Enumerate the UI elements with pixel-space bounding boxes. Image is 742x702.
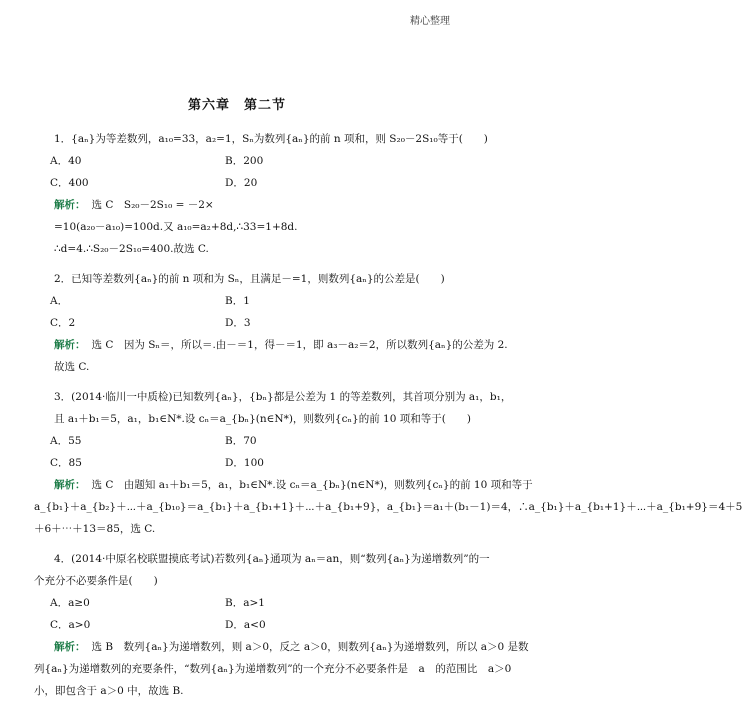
option-a: A．40	[50, 155, 82, 167]
options-row	[34, 452, 444, 474]
analysis-text: 选 C S₂₀－2S₁₀ = －2×	[91, 199, 214, 211]
option-d: D．3	[225, 317, 251, 329]
analysis-text: 小，即包含于 a＞0 中，故选 B.	[34, 685, 184, 697]
options-row	[34, 290, 444, 312]
question-stem: 且 a₁＋b₁＝5，a₁，b₁∈N*.设 cₙ＝a_{bₙ}(n∈N*)，则数列{cₙ}的前 10 项和等于( )	[54, 413, 471, 425]
analysis-text: 故选 C.	[54, 361, 90, 373]
option-c: C．2	[50, 317, 76, 329]
document-body	[34, 120, 742, 702]
option-b: B．1	[225, 295, 250, 307]
question-1	[34, 128, 488, 260]
analysis-text: 选 B 数列{aₙ}为递增数列，则 a＞0，反之 a＞0，则数列{aₙ}为递增数列，所以 a＞0 是数	[91, 641, 529, 653]
options-row	[34, 312, 444, 334]
analysis-label: 解析：	[54, 479, 86, 491]
options-row	[34, 614, 444, 636]
analysis-text: ∴d=4.∴S₂₀－2S₁₀=400.故选 C.	[54, 243, 209, 255]
analysis-text: a_{b₁}＋a_{b₂}＋⋯＋a_{b₁₀}＝a_{b₁}＋a_{b₁+1}＋⋯＋a_{b₁+9}，a_{b₁}＝a₁＋(b₁－1)＝4，∴a_{b₁}＋a_{b₁+1}＋⋯＋a_{b₁+9}＝4＋5	[34, 501, 742, 513]
analysis-text: 选 C 由题知 a₁＋b₁＝5，a₁，b₁∈N*.设 cₙ＝a_{bₙ}(n∈N*)，则数列{cₙ}的前 10 项和等于	[91, 479, 533, 491]
analysis-text: 列{aₙ}为递增数列的充要条件，“数列{aₙ}为递增数列”的一个充分不必要条件是 a 的范围比 a＞0	[34, 663, 512, 675]
analysis-text: ＋6＋⋯＋13＝85，选 C.	[34, 523, 156, 535]
question-stem: 2．已知等差数列{aₙ}的前 n 项和为 Sₙ，且满足－=1，则数列{aₙ}的公差是( )	[54, 273, 445, 285]
option-a: A．55	[50, 435, 82, 447]
analysis-label: 解析：	[54, 339, 86, 351]
options-row	[34, 172, 444, 194]
analysis-label: 解析：	[54, 641, 86, 653]
question-4	[34, 548, 529, 702]
option-c: C．85	[50, 457, 82, 469]
question-stem: 4．(2014·中原名校联盟摸底考试)若数列{aₙ}通项为 aₙ＝an，则“数列{aₙ}为递增数列”的一	[54, 553, 490, 565]
question-2	[34, 268, 508, 378]
option-b: B．200	[225, 155, 264, 167]
option-b: B．70	[225, 435, 257, 447]
option-d: D．a<0	[225, 619, 266, 631]
options-row	[34, 430, 444, 452]
option-c: C．a>0	[50, 619, 91, 631]
options-row	[34, 150, 444, 172]
analysis-label: 解析：	[54, 199, 86, 211]
question-stem: 个充分不必要条件是( )	[34, 575, 158, 587]
question-3	[34, 386, 742, 540]
analysis-text: 选 C 因为 Sₙ＝，所以＝.由－＝1，得－＝1，即 a₃－a₂＝2，所以数列{aₙ}的公差为 2.	[91, 339, 508, 351]
option-d: D．20	[225, 177, 258, 189]
option-b: B．a>1	[225, 597, 265, 609]
question-stem: 3．(2014·临川一中质检)已知数列{aₙ}，{bₙ}都是公差为 1 的等差数列，其首项分别为 a₁，b₁，	[54, 391, 512, 403]
page-title: 第六章 第二节	[187, 98, 286, 113]
analysis-text: =10(a₂₀－a₁₀)=100d.又 a₁₀=a₂+8d,∴33=1+8d.	[54, 221, 298, 233]
option-c: C．400	[50, 177, 89, 189]
options-row	[34, 592, 444, 614]
option-a: A．	[50, 295, 69, 307]
option-a: A．a≥0	[50, 597, 90, 609]
watermark-text: 精心整理	[410, 16, 450, 27]
option-d: D．100	[225, 457, 264, 469]
question-stem: 1．{aₙ}为等差数列，a₁₀=33，a₂=1，Sₙ为数列{aₙ}的前 n 项和，则 S₂₀－2S₁₀等于( )	[54, 133, 488, 145]
